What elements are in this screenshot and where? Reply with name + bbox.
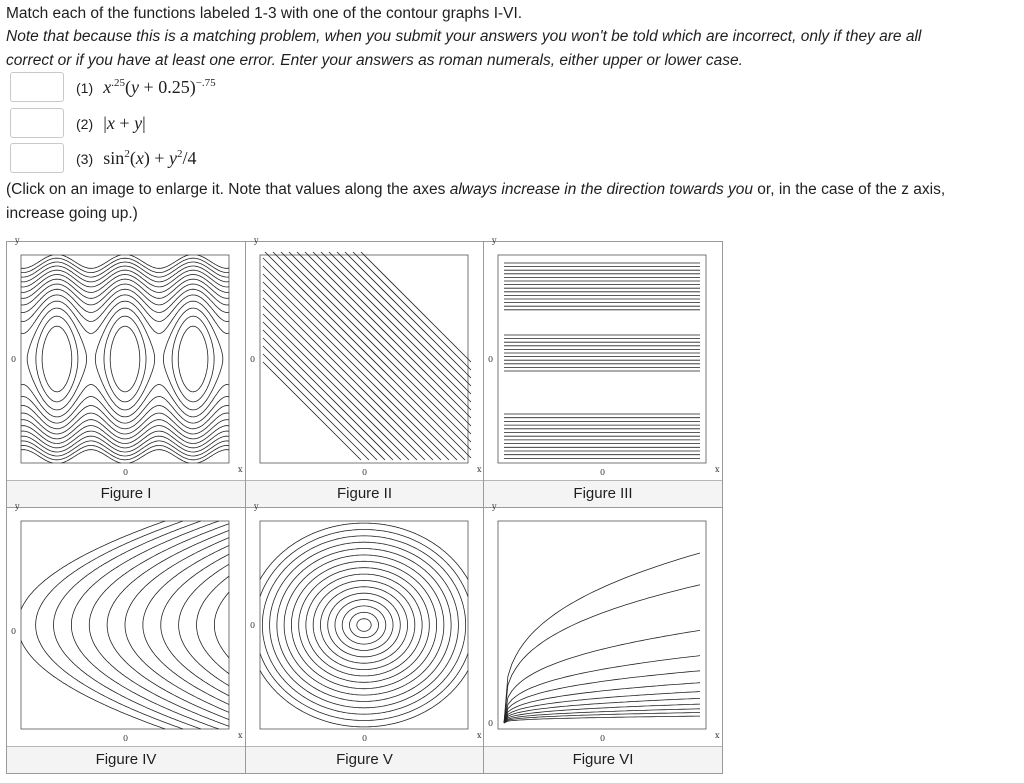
figure-grid	[6, 236, 723, 774]
figure-4-caption: Figure IV	[7, 746, 245, 773]
contour-lines	[260, 523, 468, 727]
figure-3-caption: Figure III	[484, 480, 722, 507]
function-3	[76, 148, 196, 169]
axis-zero-x: 0	[362, 734, 368, 743]
contour-curve	[504, 585, 700, 723]
figure-6-contour-plot	[484, 502, 721, 747]
axis-label-y: y	[492, 236, 497, 245]
enlarge-note-line2: increase going up.)	[6, 205, 138, 222]
figure-2-caption: Figure II	[246, 480, 483, 507]
contour-curve	[504, 704, 700, 723]
plot-frame	[498, 255, 706, 463]
figure-1[interactable]	[7, 236, 246, 508]
axis-zero-y: 0	[250, 355, 256, 364]
function-2-formula: |x + y|	[103, 113, 146, 133]
axis-zero-x: 0	[600, 734, 606, 743]
axis-label-y: y	[492, 502, 497, 511]
answer-input-2[interactable]	[10, 108, 64, 138]
axis-label-x: x	[477, 465, 482, 474]
axis-zero-y: 0	[488, 719, 494, 728]
contour-curve	[504, 709, 700, 723]
axis-zero-y: 0	[11, 355, 17, 364]
contour-lines	[504, 553, 700, 723]
instruction-note-line2: correct or if you have at least one error. Enter your answers as roman numerals, either upper or lower case.	[6, 52, 743, 69]
axis-label-x: x	[715, 731, 720, 740]
enlarge-note-line1	[6, 181, 945, 199]
contour-curve	[504, 683, 700, 723]
contour-curve	[504, 630, 700, 723]
axis-label-x: x	[477, 731, 482, 740]
function-2	[76, 113, 146, 134]
axis-zero-x: 0	[362, 468, 368, 477]
figure-3[interactable]	[484, 236, 722, 508]
answer-row-3	[10, 143, 310, 175]
figure-5-caption: Figure V	[246, 746, 483, 773]
axis-zero-x: 0	[600, 468, 606, 477]
axis-zero-y: 0	[250, 621, 256, 630]
axis-zero-y: 0	[488, 355, 494, 364]
axis-label-x: x	[238, 465, 243, 474]
plot-frame	[21, 255, 229, 463]
function-3-number: (3)	[76, 151, 94, 167]
function-1-number: (1)	[76, 80, 94, 96]
contour-curve	[504, 553, 700, 723]
axis-zero-x: 0	[123, 468, 129, 477]
figure-5-contour-plot	[246, 502, 483, 747]
axis-label-y: y	[15, 236, 20, 245]
instruction-note-line1: Note that because this is a matching problem, when you submit your answers you won't be told which are incorrect, only if they are all	[6, 28, 922, 45]
figure-2[interactable]	[246, 236, 484, 508]
answer-input-3[interactable]	[10, 143, 64, 173]
axis-label-y: y	[15, 502, 20, 511]
answer-input-1[interactable]	[10, 72, 64, 102]
axis-label-y: y	[254, 502, 259, 511]
axis-zero-x: 0	[123, 734, 129, 743]
answer-row-2	[10, 108, 310, 140]
figure-3-contour-plot	[484, 236, 721, 482]
contour-lines	[21, 255, 229, 463]
enlarge-note-part2: or, in the case of the z axis,	[753, 181, 946, 198]
enlarge-note-part1: (Click on an image to enlarge it. Note that values along the axes	[6, 181, 450, 198]
function-1-formula: $x^{.25}(y + 0.25)^{-.75}$	[103, 77, 216, 97]
contour-curve	[504, 692, 700, 724]
contour-lines	[21, 521, 229, 729]
figure-1-contour-plot	[7, 236, 245, 482]
function-1	[76, 77, 216, 98]
function-3-formula: $\sin^2(x) + y^2/4$	[103, 148, 197, 168]
axis-zero-y: 0	[11, 627, 17, 636]
axis-label-y: y	[254, 236, 259, 245]
axis-label-x: x	[715, 465, 720, 474]
figure-6[interactable]	[484, 502, 722, 773]
figure-2-contour-plot	[246, 236, 483, 482]
contour-lines	[504, 263, 700, 458]
figure-1-caption: Figure I	[7, 480, 245, 507]
instruction-title: Match each of the functions labeled 1-3 with one of the contour graphs I-VI.	[6, 5, 523, 22]
enlarge-note-italic: always increase in the direction towards you	[449, 181, 753, 198]
figure-6-caption: Figure VI	[484, 746, 722, 773]
contour-lines	[263, 252, 471, 460]
figure-5[interactable]	[246, 502, 484, 773]
axis-label-x: x	[238, 731, 243, 740]
figure-4[interactable]	[7, 502, 246, 773]
function-2-number: (2)	[76, 116, 94, 132]
figure-4-contour-plot	[7, 502, 245, 747]
answer-row-1	[10, 72, 310, 104]
